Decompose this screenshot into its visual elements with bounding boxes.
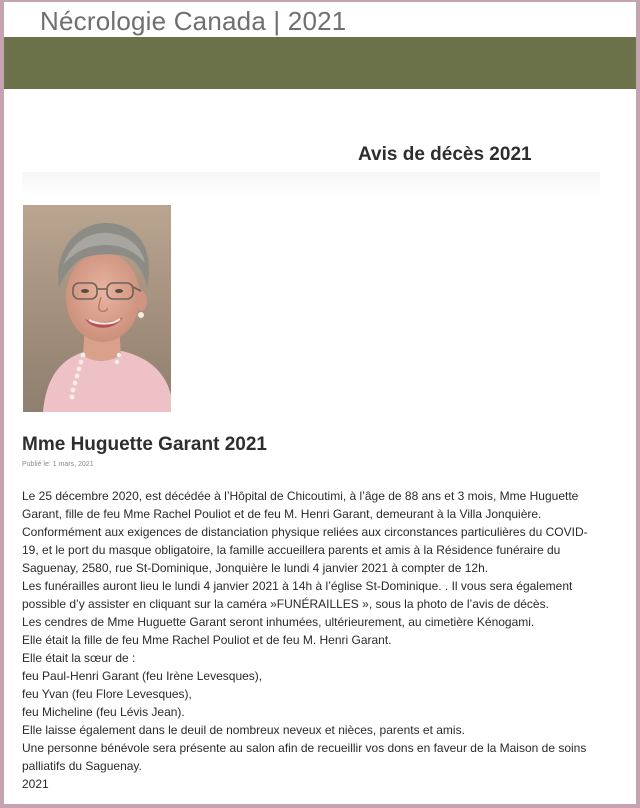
paragraph-burial: Les cendres de Mme Huguette Garant seront inhumées, ultérieurement, au cimetière Kénogami. <box>22 615 535 629</box>
paragraph-sibling-3: feu Micheline (feu Lévis Jean). <box>22 705 185 719</box>
published-date: Publié le: 1 mars, 2021 <box>22 461 94 468</box>
paragraph-parents: Elle était la fille de feu Mme Rachel Pouliot et de feu M. Henri Garant. <box>22 633 392 647</box>
paragraph-sibling-2: feu Yvan (feu Flore Levesques), <box>22 687 192 701</box>
page-frame <box>4 2 636 804</box>
paragraph-visitation: Conformément aux exigences de distanciation physique reliées aux circonstances particulières du COVID-19, et le port du masque obligatoire, la famille accueillera parents et amis à la Résidence funéraire du Saguenay, 2580, rue St-Dominique, Jonquière le lundi 4 janvier 2021 à compter de 12h. <box>22 525 588 575</box>
paragraph-death-notice: Le 25 décembre 2020, est décédée à l’Hôpital de Chicoutimi, à l’âge de 88 ans et 3 mois, Mme Huguette Garant, fille de feu Mme Rachel Pouliot et de feu M. Henri Garant, demeurant à la Villa Jonquière. <box>22 489 579 521</box>
header-bar <box>4 37 636 89</box>
section-heading: Avis de décès 2021 <box>358 144 532 165</box>
paragraph-siblings-intro: Elle était la sœur de : <box>22 651 136 665</box>
portrait-image <box>23 205 171 412</box>
heading-divider <box>22 172 600 198</box>
portrait-photo[interactable] <box>23 205 171 412</box>
site-title[interactable]: Nécrologie Canada | 2021 <box>40 6 347 36</box>
obituary-name-title: Mme Huguette Garant 2021 <box>22 434 267 455</box>
obituary-body <box>22 487 596 793</box>
paragraph-year: 2021 <box>22 777 49 791</box>
paragraph-mourners: Elle laisse également dans le deuil de nombreux neveux et nièces, parents et amis. <box>22 723 465 737</box>
paragraph-sibling-1: feu Paul-Henri Garant (feu Irène Levesques), <box>22 669 263 683</box>
paragraph-donations: Une personne bénévole sera présente au salon afin de recueillir vos dons en faveur de la Maison de soins palliatifs du Saguenay. <box>22 741 587 773</box>
paragraph-funeral: Les funérailles auront lieu le lundi 4 janvier 2021 à 14h à l’église St-Dominique. . Il vous sera également possible d’y assister en cliquant sur la caméra »FUNÉRAILLES », sous la photo de l’avis de décès. <box>22 579 573 611</box>
